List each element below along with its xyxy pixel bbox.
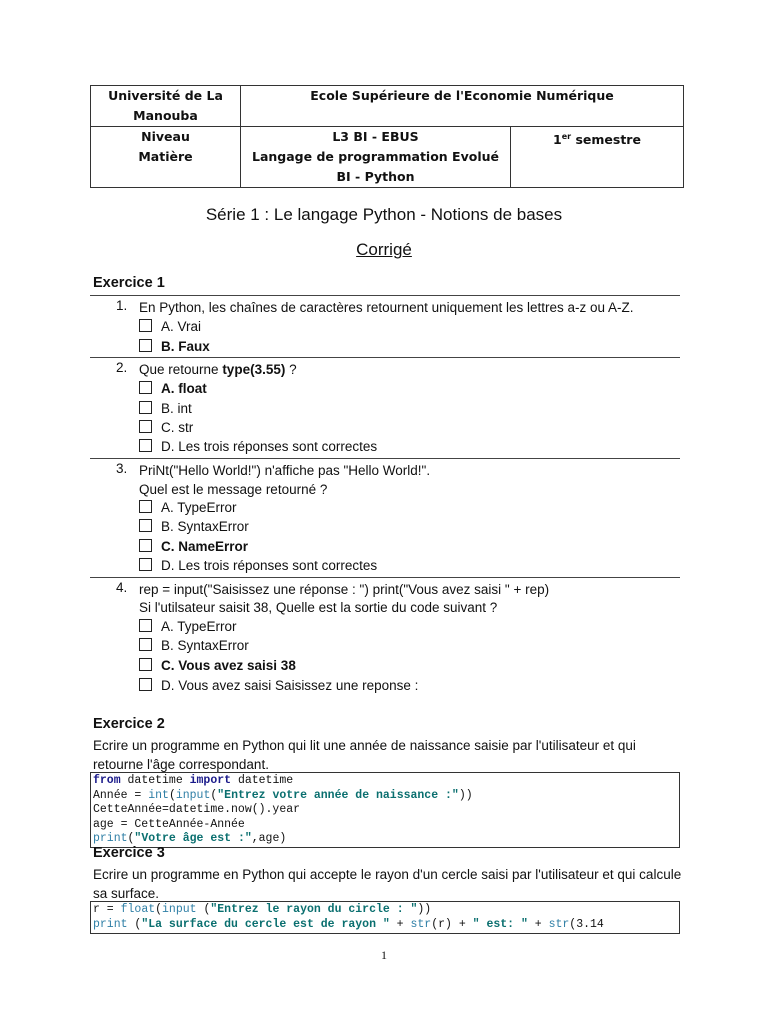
code-line [93,918,677,933]
code-token: + [389,917,411,931]
code-string: "Votre âge est :" [134,832,252,845]
option-label: C. str [161,420,194,435]
code-token: ( [168,788,176,802]
question-text: Quel est le message retourné ? [139,482,328,497]
question-divider [90,458,680,459]
question-text: En Python, les chaînes de caractères retournent uniquement les lettres a-z ou A-Z. [139,300,634,315]
question-number: 3. [116,461,128,476]
exercise3-heading: Exercice 3 [93,845,165,861]
code-function: input [162,903,197,916]
option [139,437,377,456]
option-correct [139,537,248,556]
code-keyword: from [93,774,121,787]
checkbox-icon[interactable] [139,638,152,651]
option [139,399,192,418]
question-text: Si l'utilsateur saisit 38, Quelle est la sortie du code suivant ? [139,600,498,615]
option-label: A. TypeError [161,619,237,634]
code-function: input [175,788,211,802]
code-token: ( [155,903,163,916]
checkbox-icon[interactable] [139,339,152,352]
code-token: datetime [120,774,190,787]
exercise2-heading: Exercice 2 [93,716,165,732]
option-correct [139,379,207,398]
code-line: CetteAnnée=datetime.now().year [93,803,301,816]
code-line: age = CetteAnnée-Année [93,817,245,831]
code-line [93,789,677,804]
code-function: str [410,917,432,931]
niveau-label: Niveau [141,129,190,144]
question-divider [90,577,680,578]
code-string: "La surface du cercle est de rayon " [141,917,390,931]
code-token: ( [127,832,135,845]
question-number: 4. [116,580,128,595]
option [139,556,377,575]
semester-suffix: er [561,132,572,141]
code-token: (3.14 [569,917,604,931]
code-string: "Entrez votre année de naissance :" [217,788,459,802]
code-token: Année = [93,788,149,802]
code-line [93,903,677,918]
option-label: B. SyntaxError [161,519,249,534]
question-number: 2. [116,360,128,375]
checkbox-icon[interactable] [139,381,152,394]
code-token: ( [210,788,218,802]
option-label: C. Vous avez saisi 38 [161,658,296,673]
option-correct [139,656,296,675]
exercise3-text: Ecrire un programme en Python qui accepte le rayon d'un cercle saisi par l'utilisateur et qui calcule sa surface. [93,867,682,901]
semester-number: 1 [553,132,562,148]
option-label: B. Faux [161,339,210,354]
option-label: D. Les trois réponses sont correctes [161,439,378,454]
matiere-value: Langage de programmation Evolué BI - Python [251,149,499,184]
code-keyword: import [189,774,232,787]
option [139,418,193,437]
option [139,617,237,636]
checkbox-icon[interactable] [139,420,152,433]
code-string: " est: " [472,917,528,931]
question-divider [90,295,680,296]
code-function: float [120,903,156,916]
checkbox-icon[interactable] [139,319,152,332]
option [139,676,418,695]
checkbox-icon[interactable] [139,500,152,513]
matiere-label: Matière [138,149,193,164]
page-subtitle: Corrigé [356,240,412,259]
code-function: print [93,832,128,845]
option-correct [139,337,210,356]
code-token: ,age) [251,832,287,845]
code-line [93,832,677,847]
page-title: Série 1 : Le langage Python - Notions de bases [205,205,563,224]
question-text-post: ? [285,362,297,377]
checkbox-icon[interactable] [139,439,152,452]
code-string: "Entrez le rayon du circle : " [210,903,418,916]
option-label: D. Vous avez saisi Saisissez une reponse : [161,678,419,693]
labels-cell [91,127,241,188]
exercise2-code [90,772,680,848]
checkbox-icon[interactable] [139,558,152,571]
checkbox-icon[interactable] [139,401,152,414]
code-token: (r) + [431,917,473,931]
option [139,636,249,655]
checkbox-icon[interactable] [139,678,152,691]
exercise3-code [90,901,680,934]
code-token: )) [458,788,473,802]
option-label: C. NameError [161,539,249,554]
code-function: print [93,917,128,931]
school-cell [241,86,684,127]
option [139,498,237,517]
school-name: Ecole Supérieure de l'Economie Numérique [310,88,614,103]
option-label: D. Les trois réponses sont correctes [161,558,378,573]
university-cell [91,86,241,127]
question-text: rep = input("Saisissez une réponse : ") print("Vous avez saisi " + rep) [139,582,550,597]
option [139,317,201,336]
option-label: B. SyntaxError [161,638,249,653]
option-label: A. TypeError [161,500,237,515]
university-name: Université de La Manouba [108,88,223,123]
question-text-pre: Que retourne [139,362,223,377]
code-token: datetime [231,774,294,787]
question-text [139,360,297,379]
option [139,517,249,536]
code-token: r = [93,903,121,916]
option-label: B. int [161,401,192,416]
semester-word: semestre [575,132,641,148]
checkbox-icon[interactable] [139,658,152,671]
exercise2-text: Ecrire un programme en Python qui lit une année de naissance saisie par l'utilisateur et qui retourne l'âge correspondant. [93,738,636,772]
question-number: 1. [116,298,128,313]
code-token: ( [127,917,142,931]
question-text-bold: type(3.55) [222,362,286,377]
code-token: ( [196,903,211,916]
code-token: )) [417,903,432,916]
exercise1-heading: Exercice 1 [93,275,165,291]
checkbox-icon[interactable] [139,619,152,632]
page-number: 1 [381,948,387,962]
niveau-value: L3 BI - EBUS [332,129,419,144]
header-table [90,85,684,188]
values-cell [241,127,511,188]
code-function: int [148,788,169,802]
code-function: str [548,917,570,931]
code-line [93,774,677,789]
question-text: PriNt("Hello World!") n'affiche pas "Hello World!". [139,463,431,478]
checkbox-icon[interactable] [139,539,152,552]
checkbox-icon[interactable] [139,519,152,532]
question-divider [90,357,680,358]
option-label: A. float [161,381,207,396]
option-label: A. Vrai [161,319,202,334]
code-token: + [527,917,549,931]
semester-cell [511,127,684,188]
